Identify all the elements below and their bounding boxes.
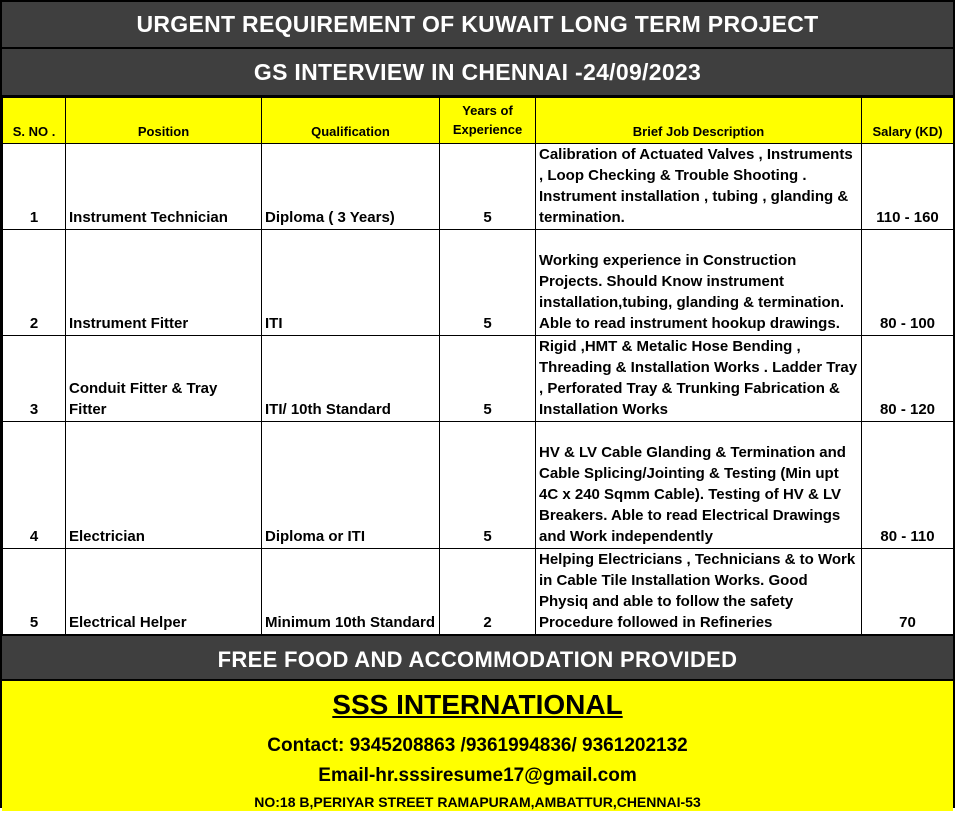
row-qualification: Minimum 10th Standard xyxy=(262,549,440,635)
contact-email: Email-hr.sssiresume17@gmail.com xyxy=(318,765,637,786)
col-header-salary: Salary (KD) xyxy=(862,98,954,144)
table-row xyxy=(3,144,954,230)
row-experience: 5 xyxy=(440,422,536,549)
row-position: Conduit Fitter & Tray Fitter xyxy=(66,336,262,422)
row-position: Instrument Fitter xyxy=(66,230,262,336)
row-description: Rigid ,HMT & Metalic Hose Bending , Threading & Installation Works . Ladder Tray , Perforated Tray & Trunking Fabrication & Installation Works xyxy=(536,336,862,422)
col-header-description: Brief Job Description xyxy=(536,98,862,144)
row-qualification: Diploma or ITI xyxy=(262,422,440,549)
row-description: Helping Electricians , Technicians & to Work in Cable Tile Installation Works. Good Physiq and able to follow the safety Procedure followed in Refineries xyxy=(536,549,862,635)
col-header-position: Position xyxy=(66,98,262,144)
table-row xyxy=(3,549,954,635)
contact-phones: Contact: 9345208863 /9361994836/ 9361202132 xyxy=(267,735,688,756)
col-header-sno: S. NO . xyxy=(3,98,66,144)
job-table xyxy=(2,97,954,635)
row-description: HV & LV Cable Glanding & Termination and Cable Splicing/Jointing & Testing (Min upt 4C x 240 Sqmm Cable). Testing of HV & LV Breakers. Able to read Electrical Drawings and Work independently xyxy=(536,422,862,549)
row-description: Calibration of Actuated Valves , Instruments , Loop Checking & Trouble Shooting . Instrument installation , tubing , glanding & termination. xyxy=(536,144,862,230)
row-salary: 80 - 110 xyxy=(862,422,954,549)
row-sno: 1 xyxy=(3,144,66,230)
col-header-qualification: Qualification xyxy=(262,98,440,144)
row-sno: 2 xyxy=(3,230,66,336)
row-salary: 80 - 120 xyxy=(862,336,954,422)
row-sno: 5 xyxy=(3,549,66,635)
row-qualification: Diploma ( 3 Years) xyxy=(262,144,440,230)
poster-title: URGENT REQUIREMENT OF KUWAIT LONG TERM PROJECT xyxy=(2,2,953,49)
company-name: SSS INTERNATIONAL xyxy=(332,689,623,720)
table-row xyxy=(3,230,954,336)
benefits-banner: FREE FOOD AND ACCOMMODATION PROVIDED xyxy=(2,635,953,681)
table-row xyxy=(3,422,954,549)
interview-subtitle: GS INTERVIEW IN CHENNAI -24/09/2023 xyxy=(2,49,953,97)
contact-block xyxy=(2,681,953,811)
row-position: Electrician xyxy=(66,422,262,549)
row-experience: 5 xyxy=(440,144,536,230)
row-sno: 4 xyxy=(3,422,66,549)
row-qualification: ITI xyxy=(262,230,440,336)
col-header-experience: Years of Experience xyxy=(440,98,536,144)
row-qualification: ITI/ 10th Standard xyxy=(262,336,440,422)
table-row xyxy=(3,336,954,422)
table-header-row xyxy=(3,98,954,144)
row-salary: 70 xyxy=(862,549,954,635)
row-experience: 2 xyxy=(440,549,536,635)
row-position: Electrical Helper xyxy=(66,549,262,635)
company-address: NO:18 B,PERIYAR STREET RAMAPURAM,AMBATTUR,CHENNAI-53 xyxy=(254,794,701,810)
row-experience: 5 xyxy=(440,230,536,336)
row-description: Working experience in Construction Projects. Should Know instrument installation,tubing, glanding & termination. Able to read instrument hookup drawings. xyxy=(536,230,862,336)
row-salary: 80 - 100 xyxy=(862,230,954,336)
row-salary: 110 - 160 xyxy=(862,144,954,230)
row-experience: 5 xyxy=(440,336,536,422)
row-position: Instrument Technician xyxy=(66,144,262,230)
row-sno: 3 xyxy=(3,336,66,422)
